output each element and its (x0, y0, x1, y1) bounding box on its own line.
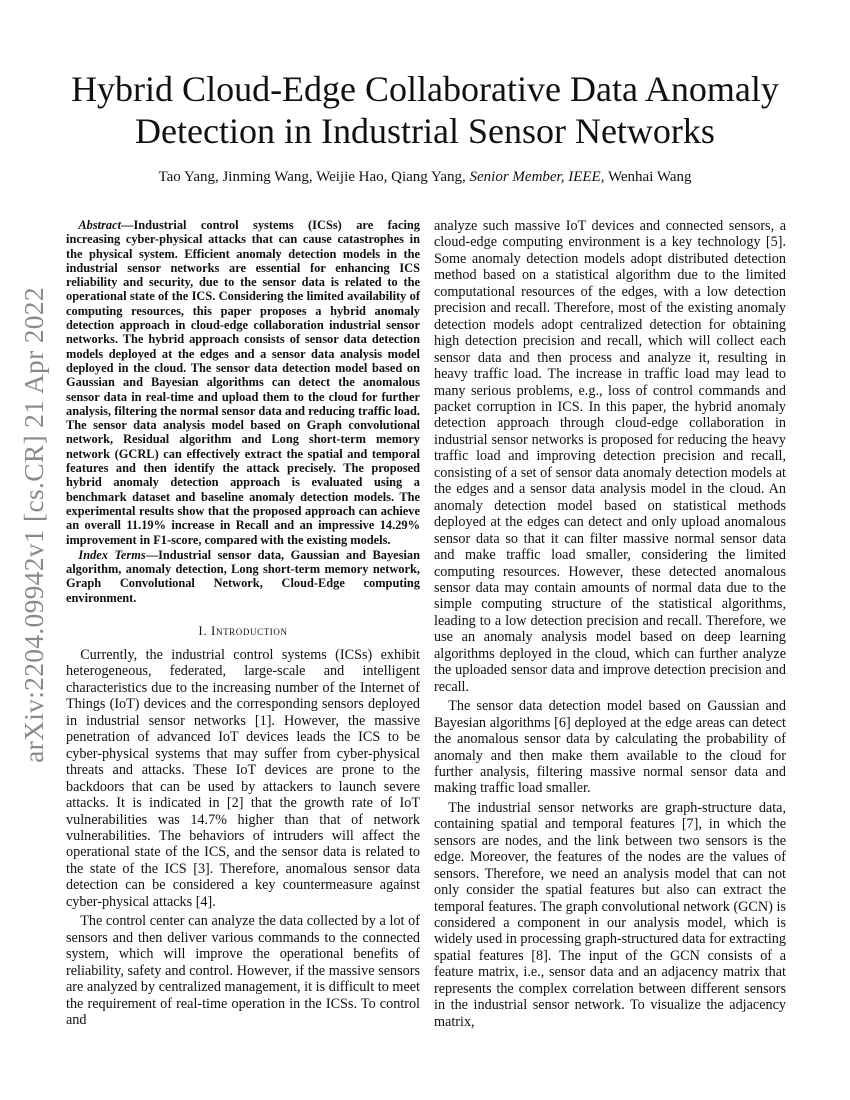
section-title: Introduction (211, 623, 288, 639)
section-number: I. (198, 623, 208, 639)
section-heading-introduction (66, 623, 420, 639)
abstract-text: —Industrial control systems (ICSs) are facing increasing cyber-physical attacks that can cause catastrophes in the physical system. Efficient anomaly detection models in the industrial sensor networks are essential for enhancing ICS reliability and security, due to the sensor data is related to the operational state of the ICS. Considering the limited availability of computing resources, this paper proposes a hybrid anomaly detection approach in cloud-edge collaboration industrial sensor networks. The hybrid approach consists of sensor data detection models deployed at the edges and a sensor data analysis model deployed in the cloud. The sensor data detection model based on Gaussian and Bayesian algorithms can detect the anomalous sensor data in real-time and upload them to the cloud for further analysis, filtering the normal sensor data and reducing traffic load. The sensor data analysis model based on Graph convolutional network, Residual algorithm and Long short-term memory network (GCRL) can effectively extract the spatial and temporal features and then identify the attack precisely. The proposed hybrid anomaly detection approach is evaluated using a benchmark dataset and baseline anomaly detection models. The experimental results show that the proposed approach can achieve an overall 11.19% increase in Recall and an impressive 14.29% improvement in F1-score, compared with the existing models. (66, 218, 420, 547)
index-terms-text: —Industrial sensor data, Gaussian and Bayesian algorithm, anomaly detection, Long short-term memory network, Graph Convolutional Network, Cloud-Edge computing environment. (66, 547, 420, 605)
author-last: , Wenhai Wang (600, 169, 692, 185)
author-list (60, 168, 790, 186)
paper-title: Hybrid Cloud-Edge Collaborative Data Anomaly Detection in Industrial Sensor Networks (71, 69, 779, 151)
index-terms (66, 548, 420, 605)
index-terms-lead: Index Terms (78, 547, 146, 562)
intro-paragraph-4: The industrial sensor networks are graph-structure data, containing spatial and temporal features [7], in which the sensors are nodes, and the link between two sensors is the edge. Moreover, the features of the nodes are the values of sensors. Therefore, we need an analysis model that can not only consider the spatial features but also can extract the temporal features. The graph convolutional network (GCN) is considered a component in our analysis model, which is widely used in processing graph-structured data for extracting spatial features [8]. The input of the GCN consists of a feature matrix, i.e., sensor data and an adjacency matrix that represents the complex correlation between different sensors in the industrial sensor network. To visualize the adjacency matrix, (434, 799, 786, 1030)
author-membership: Senior Member, IEEE (469, 169, 601, 185)
abstract-lead: Abstract (78, 218, 122, 232)
intro-paragraph-3: The sensor data detection model based on Gaussian and Bayesian algorithms [6] deployed at the edge areas can detect the anomalous sensor data by calculating the probability of anomaly and then make them available to the cloud for further analysis, filtering massive normal sensor data and making traffic load smaller. (434, 698, 786, 797)
right-column (434, 218, 786, 1030)
left-column (66, 218, 420, 1028)
abstract (66, 218, 420, 547)
author-names: Tao Yang, Jinming Wang, Weijie Hao, Qiang Yang, (158, 169, 466, 185)
intro-paragraph-2: The control center can analyze the data collected by a lot of sensors and then deliver various commands to the connected system, which will improve the operational benefits of reliability, safety and control. However, if the massive sensors are analyzed by centralized management, it is difficult to meet the requirement of real-time operation in the ICSs. To control and (66, 913, 420, 1028)
intro-paragraph-2-continued: analyze such massive IoT devices and connected sensors, a cloud-edge computing environment is a key technology [5]. Some anomaly detection models adopt distributed detection method based on a statistical algorithm due to the limited computational resources of the edges, with a low detection precision and recall. Therefore, most of the existing anomaly detection models adopt centralized detection for obtaining high detection precision and recall, which will collect each sensor data and then process and analyze it, resulting in heavy traffic load. The increase in traffic load may lead to many serious problems, e.g., loss of control commands and packet corruption in ICS. In this paper, the hybrid anomaly detection approach through cloud-edge collaboration in industrial sensor networks is proposed for reducing the heavy traffic load and improving detection precision and recall, consisting of a set of sensor data anomaly detection models at the edges and a sensor data analysis model in the cloud. An anomaly detection model based on statistical methods deployed at the edges can detect and only upload anomalous sensor data so that it can filter massive normal sensor data and make traffic load smaller, considering the limited computing resources. However, these detected anomalous sensor data may contain amounts of normal data due to the simple computing structure of the statistical algorithms, leading to a low detection precision and recall. Therefore, we use an anomaly analysis model based on deep learning algorithms deployed in the cloud, which can further analyze the uploaded sensor data and improve detection precision and recall. (434, 218, 786, 695)
intro-paragraph-1: Currently, the industrial control systems (ICSs) exhibit heterogeneous, federated, large-scale and intelligent characteristics due to the increasing number of the Internet of Things (IoT) devices and the corresponding sensors deployed in industrial sensor networks [1]. However, the massive penetration of advanced IoT devices leads the ICS to be cyber-physical systems that may suffer from cyber-physical threats and attacks. These IoT devices are prone to the backdoors that can be used by attackers to launch severe attacks. It is indicated in [2] that the growth rate of IoT vulnerabilities was 14.7% higher than that of network vulnerabilities. The behaviors of intruders will affect the operational state of the ICS, and the sensor data is related to the state of the ICS [3]. Therefore, anomalous sensor data detection can be considered a key countermeasure against cyber-physical attacks [4]. (66, 647, 420, 910)
arxiv-identifier-text: arXiv:2204.09942v1 [cs.CR] 21 Apr 2022 (18, 287, 49, 763)
arxiv-identifier (14, 287, 54, 763)
